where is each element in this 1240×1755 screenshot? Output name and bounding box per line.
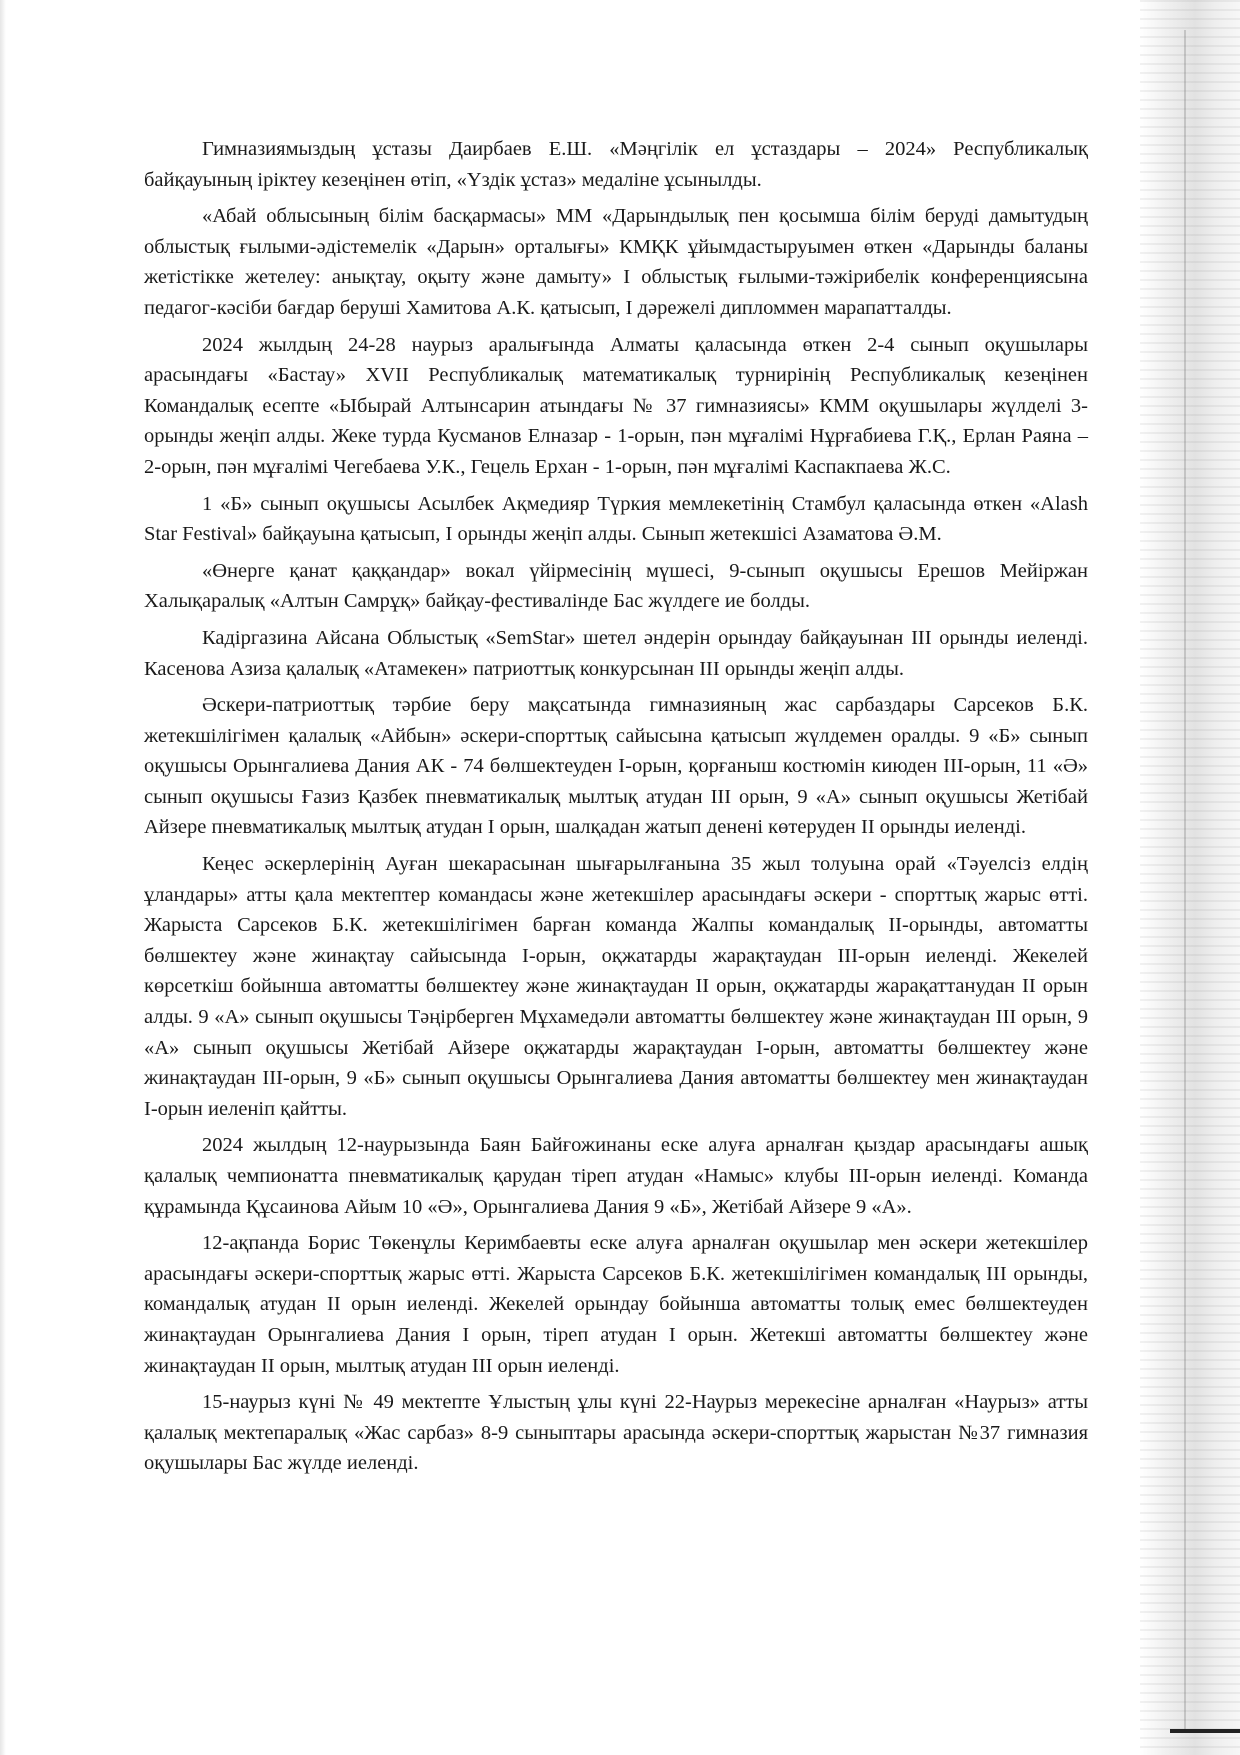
scan-left-edge <box>0 0 6 1755</box>
paragraph-vocal-club: «Өнерге қанат қаққандар» вокал үйірмесінің мүшесі, 9-сынып оқушысы Ерешов Мейіржан Халықаралық «Алтын Самрұқ» байқау-фестивалінде Бас жүлдеге ие болды. <box>144 559 1088 613</box>
scan-fold-line <box>1184 30 1186 1730</box>
paragraph-alash-star-festival: 1 «Б» сынып оқушысы Асылбек Ақмедияр Түркия мемлекетінің Стамбул қаласында өткен «Alash Star Festival» байқауына қатысып, І орынды жеңіп алды. Сынып жетекшісі Азаматова Ә.М. <box>144 492 1088 546</box>
paragraph-teacher-award: Гимназиямыздың ұстазы Даирбаев Е.Ш. «Мәңгілік ел ұстаздары – 2024» Республикалық байқауының іріктеу кезеңінен өтіп, «Үздік ұстаз» медаліне ұсынылды. <box>144 138 1088 191</box>
paragraph-afghan-anniversary: Кеңес әскерлерінің Ауған шекарасынан шығарылғанына 35 жыл толуына орай «Тәуелсіз елдің ұландары» атты қала мектептер командасы және жетекшілер арасындағы әскери - спорттық жарыс өтті. Жарыста Сарсеков Б.К. жетекшілігімен барған команда Жалпы командалық ІІ-орынды, автоматты бөлшектеу және жинақтау сайысында І-орын, оқжатарды жарақтаудан ІІІ-орын иеленді. Жекелей көрсеткіш бойынша автоматты бөлшектеу және жинақтаудан ІІ орын, оқжатарды жарақаттанудан ІІ орын алды. 9 «А» сынып оқушысы Тәңірберген Мұхамедәли автоматты бөлшектеу және жинақтаудан ІІІ орын, 9 «А» сынып оқушысы Жетібай Айзере оқжатарды жарақтаудан І-орын, автоматты бөлшектеу және жинақтаудан ІІІ-орын, 9 «Б» сынып оқушысы Орынгалиева Дания автоматты бөлшектеу мен жинақтаудан І-орын иеленіп қайтты. <box>144 853 1088 1120</box>
scan-right-edge <box>1140 0 1240 1755</box>
scan-bottom-mark <box>1170 1729 1240 1733</box>
document-page <box>144 134 1088 1485</box>
paragraph-bastau-tournament: 2024 жылдың 24-28 наурыз аралығында Алматы қаласында өткен 2-4 сынып оқушылары арасындағы «Бастау» XVII Республикалық математикалық турнирінің Республикалық кезеңінен Командалық есепте «Ыбырай Алтынсарин атындағы № 37 гимназиясы» КММ оқушылары жүлделі 3-орынды жеңіп алды. Жеке турда Кусманов Елназар - 1-орын, пән мұғалімі Нұрғабиева Г.Қ., Ерлан Раяна – 2-орын, пән мұғалімі Чегебаева У.К., Гецель Ерхан - 1-орын, пән мұғалімі Каспакпаева Ж.С. <box>144 333 1088 478</box>
paragraph-aibyn: Әскери-патриоттық тәрбие беру мақсатында гимназияның жас сарбаздары Сарсеков Б.К. жетекшілігімен қалалық «Айбын» әскери-спорттық сайысына қатысып жүлдемен оралды. 9 «Б» сынып оқушысы Орынгалиева Дания АК - 74 бөлшектеуден І-орын, қорғаныш костюмін киюден ІІІ-орын, 11 «Ә» сынып оқушысы Ғазиз Қазбек пневматикалық мылтық атудан ІІІ орын, 9 «А» сынып оқушысы Жетібай Айзере пневматикалық мылтық атудан І орын, шалқадан жатып денені көтеруден ІІ орынды иеленді. <box>144 694 1088 839</box>
paragraph-conference: «Абай облысының білім басқармасы» ММ «Дарындылық пен қосымша білім беруді дамытудың облыстық ғылыми-әдістемелік «Дарын» орталығы» КМҚК ұйымдастыруымен өткен «Дарынды баланы жетістікке жетелеу: анықтау, оқыту және дамыту» І облыстық ғылыми-тәжірибелік конференциясына педагог-кәсіби бағдар беруші Хамитова А.К. қатысып, І дәрежелі дипломмен марапатталды. <box>144 205 1088 319</box>
paragraph-semstar: Кадіргазина Айсана Облыстық «SemStar» шетел әндерін орындау байқауынан ІІІ орынды иеленді. Касенова Азиза қалалық «Атамекен» патриоттық конкурсынан ІІІ орынды жеңіп алды. <box>144 626 1088 680</box>
paragraph-namys-club: 2024 жылдың 12-наурызында Баян Байғожинаны еске алуға арналған қыздар арасындағы ашық қалалық чемпионатта пневматикалық қарудан тіреп атудан «Намыс» клубы ІІІ-орын иеленді. Команда құрамында Құсаинова Айым 10 «Ә», Орынгалиева Дания 9 «Б», Жетібай Айзере 9 «А». <box>144 1134 1088 1218</box>
paragraph-kerimbaev-memorial: 12-ақпанда Борис Төкенұлы Керимбаевты еске алуға арналған оқушылар мен әскери жетекшілер арасындағы әскери-спорттық жарыс өтті. Жарыста Сарсеков Б.К. жетекшілігімен командалық ІІІ орынды, командалық атудан ІІ орын иеленді. Жекелей орындау бойынша автоматты толық емес бөлшектеуден жинақтаудан Орынгалиева Дания І орын, тіреп атудан І орын. Жетекші автоматты бөлшектеу және жинақтаудан ІІ орын, мылтық атудан ІІІ орын иеленді. <box>144 1232 1088 1377</box>
paragraph-nauryz-competition: 15-наурыз күні № 49 мектепте Ұлыстың ұлы күні 22-Наурыз мерекесіне арналған «Наурыз» атты қалалық мектепаралық «Жас сарбаз» 8-9 сыныптары арасында әскери-спорттық жарыстан №37 гимназия оқушылары Бас жүлде иеленді. <box>144 1391 1088 1475</box>
